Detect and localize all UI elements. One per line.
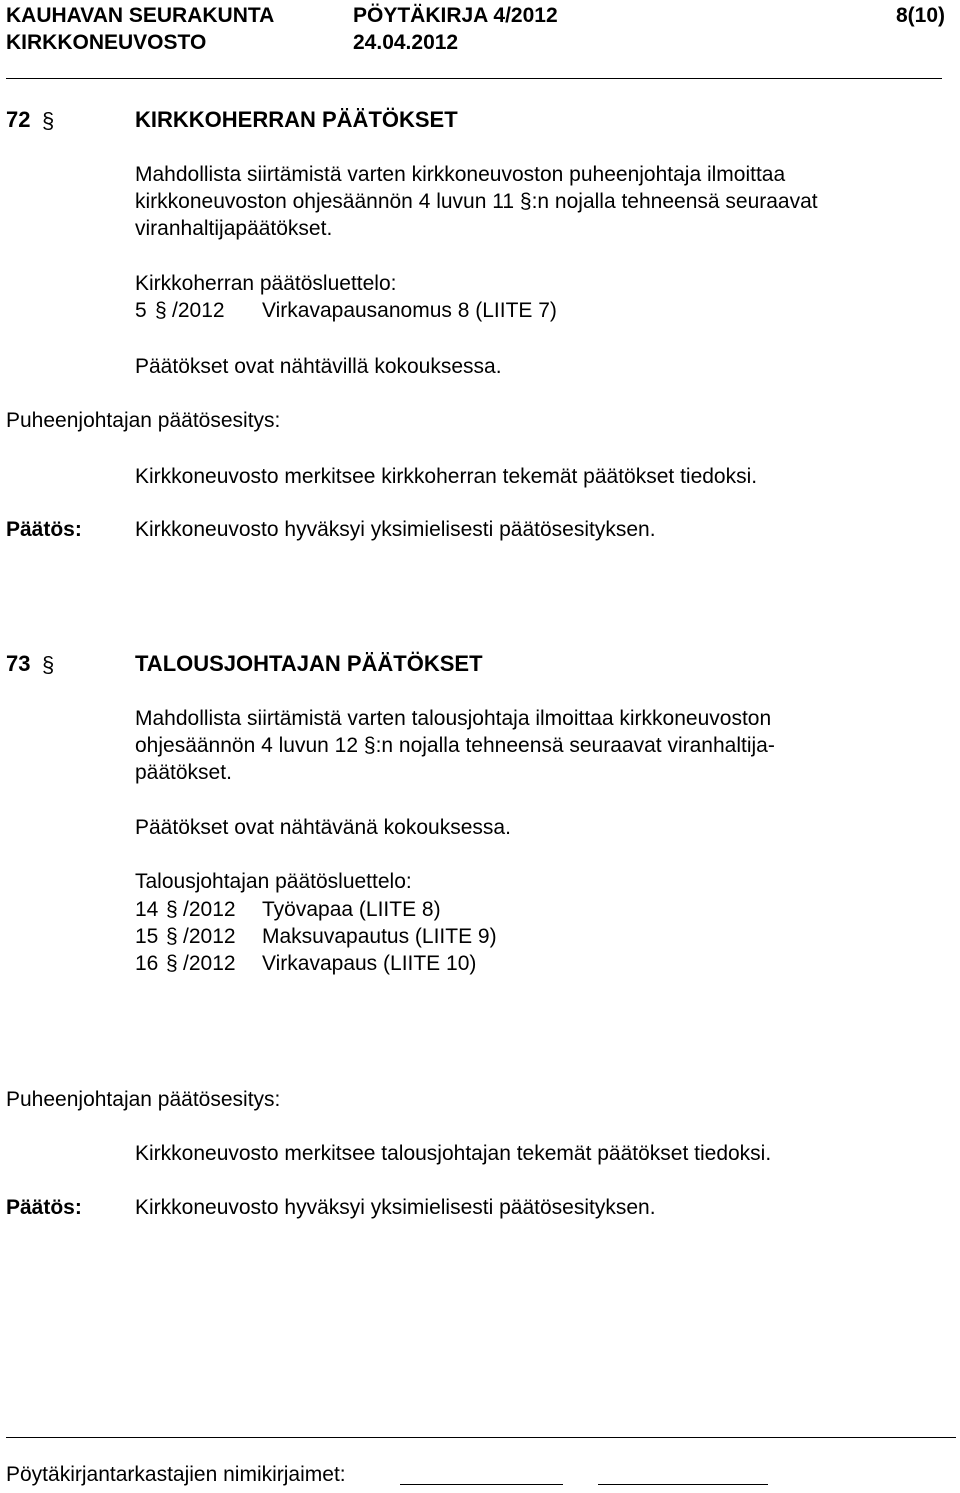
section72-availability: Päätökset ovat nähtävillä kokouksessa. (135, 355, 502, 378)
header-org: KAUHAVAN SEURAKUNTA (6, 4, 275, 27)
section73-intro-line1: Mahdollista siirtämistä varten talousjohtaja ilmoittaa kirkkoneuvoston (135, 707, 772, 730)
section72-item-year: /2012 (172, 299, 225, 322)
section73-item3-year: /2012 (183, 952, 236, 975)
section73-item3-num: 16 (135, 952, 159, 975)
section72-proposal-label: Puheenjohtajan päätösesitys: (6, 409, 281, 432)
section73-item3-symbol: § (166, 952, 178, 975)
section72-intro-line2 (135, 191, 818, 212)
section72-intro-line2b: :n nojalla tehneensä seuraavat (531, 190, 818, 213)
section73-decision-label: Päätös: (6, 1196, 82, 1219)
header-doc-title: PÖYTÄKIRJA 4/2012 (353, 4, 558, 27)
section72-intro-line3: viranhaltijapäätökset. (135, 217, 333, 240)
section73-list-heading: Talousjohtajan päätösluettelo: (135, 870, 412, 893)
header-page-number: 8(10) (896, 4, 946, 27)
section73-intro-line2 (135, 735, 775, 756)
section73-item1-symbol: § (166, 898, 178, 921)
section72-title: KIRKKOHERRAN PÄÄTÖKSET (135, 107, 458, 132)
section73-decision-text: Kirkkoneuvosto hyväksyi yksimielisesti päätösesityksen. (135, 1196, 656, 1219)
section73-item1-year: /2012 (183, 898, 236, 921)
footer-signature-label: Pöytäkirjantarkastajien nimikirjaimet: (6, 1463, 346, 1486)
section72-proposal-text: Kirkkoneuvosto merkitsee kirkkoherran tekemät päätökset tiedoksi. (135, 465, 758, 488)
section73-item2-year: /2012 (183, 925, 236, 948)
section72-item-symbol: § (155, 299, 167, 322)
header-body: KIRKKONEUVOSTO (6, 31, 207, 54)
section72-intro-line2a: kirkkoneuvoston ohjesäännön 4 luvun 11 (135, 190, 515, 213)
section72-decision-label: Päätös: (6, 518, 82, 541)
section72-item-num: 5 (135, 299, 147, 322)
section73-item2-num: 15 (135, 925, 159, 948)
section72-symbol: § (42, 108, 55, 133)
section73-intro-line3: päätökset. (135, 761, 232, 784)
section72-number: 72 (6, 107, 31, 132)
section73-title: TALOUSJOHTAJAN PÄÄTÖKSET (135, 651, 483, 676)
header-rule (6, 78, 942, 79)
section73-item1-num: 14 (135, 898, 159, 921)
section73-item3-desc: Virkavapaus (LIITE 10) (262, 952, 477, 975)
header-date: 24.04.2012 (353, 31, 459, 54)
section-symbol: § (519, 190, 532, 213)
footer-rule (6, 1437, 956, 1438)
section73-item1-desc: Työvapaa (LIITE 8) (262, 898, 441, 921)
section73-proposal-text: Kirkkoneuvosto merkitsee talousjohtajan tekemät päätökset tiedoksi. (135, 1142, 772, 1165)
signature-line-1 (400, 1484, 563, 1485)
section73-proposal-label: Puheenjohtajan päätösesitys: (6, 1088, 281, 1111)
section73-number: 73 (6, 651, 31, 676)
section72-list-heading: Kirkkoherran päätösluettelo: (135, 272, 397, 295)
section73-intro-line2a: ohjesäännön 4 luvun 12 (135, 734, 359, 757)
section73-item2-desc: Maksuvapautus (LIITE 9) (262, 925, 497, 948)
section73-availability: Päätökset ovat nähtävänä kokouksessa. (135, 816, 511, 839)
section-symbol: § (363, 734, 376, 757)
section72-item-desc: Virkavapausanomus 8 (LIITE 7) (262, 299, 557, 322)
section73-symbol: § (42, 652, 55, 677)
section73-item2-symbol: § (166, 925, 178, 948)
section73-intro-line2b: :n nojalla tehneensä seuraavat viranhaltija- (375, 734, 775, 757)
section72-intro-line1: Mahdollista siirtämistä varten kirkkoneuvoston puheenjohtaja ilmoittaa (135, 163, 786, 186)
section72-decision-text: Kirkkoneuvosto hyväksyi yksimielisesti päätösesityksen. (135, 518, 656, 541)
signature-line-2 (598, 1484, 768, 1485)
